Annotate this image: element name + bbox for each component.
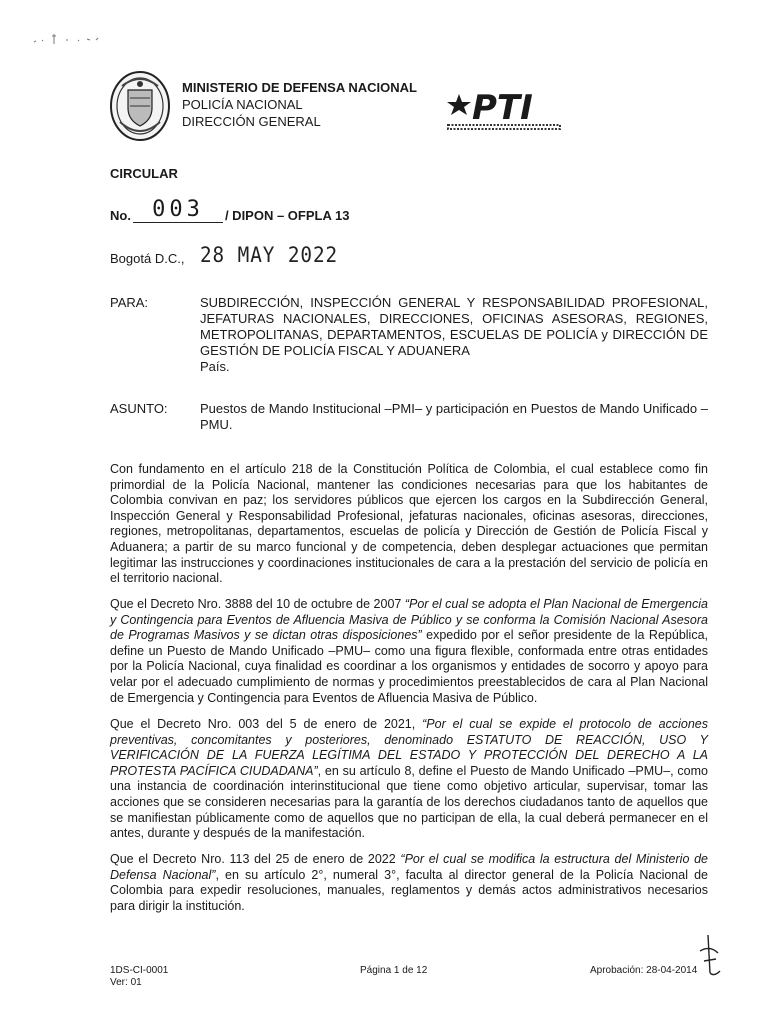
circular-number: 003 [152, 197, 204, 222]
date-stamp: 28 MAY 2022 [200, 243, 339, 267]
police-seal-icon [108, 68, 172, 144]
approval-date: Aprobación: 28-04-2014 [590, 965, 698, 976]
form-version: Ver: 01 [110, 977, 142, 988]
form-code: 1DS-CI-0001 [110, 965, 169, 976]
circular-number-field [133, 197, 223, 223]
paragraph-text: , en su artículo 8, define el Puesto de Mando Unificado –PMU–, como una instancia de coordinación interinstitucional que tiene como objetivo articular, supervisar, tomar las acciones que se consideren necesarias para la garantía de los derechos ciudadanos tanto de aquellos que se manifiestan públicamente como de aquellos que no participan de ella, la cual deberá permanecer en el antes, durante y después de la manifestación. [110, 763, 708, 841]
paragraph-text: expedido por el señor presidente de la República, define un Puesto de Mando Unificado –PMU– como una figura flexible, conformada entre otras entidades por la Policía Nacional, cuya finalidad es coordinar a los organismos y entidades de socorro y apoyo para velar por el adecuado cumplimiento de normas y procedimientos preestablecidos de cara al Plan Nacional de Emergencia y Contingencia para Eventos de Afluencia Masiva de Público. [110, 628, 708, 705]
directorate-name: DIRECCIÓN GENERAL [182, 114, 321, 129]
document-code [110, 965, 168, 989]
decree-title: “Por el cual se modifica la estructura del Ministerio de Defensa Nacional” [110, 852, 708, 882]
page-number: Página 1 de 12 [360, 965, 428, 976]
recipients-label: PARA: [110, 295, 149, 310]
organization-heading [182, 79, 417, 130]
ministry-name: MINISTERIO DE DEFENSA NACIONAL [182, 80, 417, 95]
handwritten-initial [694, 933, 724, 978]
number-prefix: No. [110, 208, 131, 223]
recipients-country: País. [200, 359, 230, 374]
decree-title: “Por el cual se adopta el Plan Nacional de Emergencia y Contingencia para Eventos de Afluencia Masiva de Público y se conforma la Comisión Nacional Asesora de Programas Masivos y se dictan otras disposiciones” [110, 597, 708, 643]
document-type: CIRCULAR [110, 166, 178, 181]
circular-reference: / DIPON – OFPLA 13 [224, 208, 350, 223]
police-name: POLICÍA NACIONAL [182, 97, 303, 112]
subject-label: ASUNTO: [110, 401, 168, 416]
decree-title: “Por el cual se expide el protocolo de acciones preventivas, concomitantes y posteriores, denominado ESTATUTO DE REACCIÓN, USO Y VERIFICACIÓN DE LA FUERZA LEGÍTIMA DEL ESTADO Y PROTECCIÓN DEL DERECHO A LA PROTESTA PACÍFICA CIUDADANA” [110, 717, 708, 778]
subject-text: Puestos de Mando Institucional –PMI– y participación en Puestos de Mando Unificado – PMU. [200, 401, 708, 432]
pti-logo-icon [446, 84, 568, 134]
paragraph-text: Que el Decreto Nro. 113 del 25 de enero de 2022 [110, 852, 401, 866]
pti-logo-text: PTI [472, 88, 533, 128]
city: Bogotá D.C., [110, 251, 185, 266]
body-paragraph-3 [110, 717, 708, 842]
paragraph-text: Que el Decreto Nro. 3888 del 10 de octubre de 2007 [110, 597, 405, 611]
paragraph-text: , en su artículo 2°, numeral 3°, faculta al director general de la Policía Nacional de Colombia para expedir resoluciones, manuales, reglamentos y demás actos administrativos necesarios para dirigir la institución. [110, 867, 708, 913]
circular-number-line [110, 197, 350, 223]
body-paragraph-1: Con fundamento en el artículo 218 de la Constitución Política de Colombia, el cual establece como fin primordial de la Policía Nacional, mantener las condiciones necesarias para que los habitantes de Colombia convivan en paz; los servidores públicos que ejercen los cargos en la Subdirección General, Inspección General y Responsabilidad Profesional, jefaturas nacionales, oficinas asesoras, direcciones, regiones, metropolitanas, departamentos, escuelas de policía y Dirección de Gestión de Policía Fiscal y Aduanera; a partir de su marco funcional y de competencia, deben desplegar actuaciones que permitan legitimar las instrucciones y coordinaciones institucionales de cara a la prestación del servicio de policía en el territorio nacional. [110, 462, 708, 586]
body-paragraph-4 [110, 852, 708, 914]
scan-marks [32, 28, 112, 48]
recipients-block [200, 295, 708, 375]
recipients-text: SUBDIRECCIÓN, INSPECCIÓN GENERAL Y RESPONSABILIDAD PROFESIONAL, JEFATURAS NACIONALES, DIRECCIONES, OFICINAS ASESORAS, REGIONES, METROPOLITANAS, DEPARTAMENTOS, ESCUELAS DE POLICÍA y DIRECCIÓN DE GESTIÓN DE POLICÍA FISCAL Y ADUANERA [200, 295, 708, 358]
pti-logo [446, 84, 568, 134]
paragraph-text: Que el Decreto Nro. 003 del 5 de enero de 2021, [110, 717, 423, 731]
body-paragraph-2 [110, 597, 708, 706]
